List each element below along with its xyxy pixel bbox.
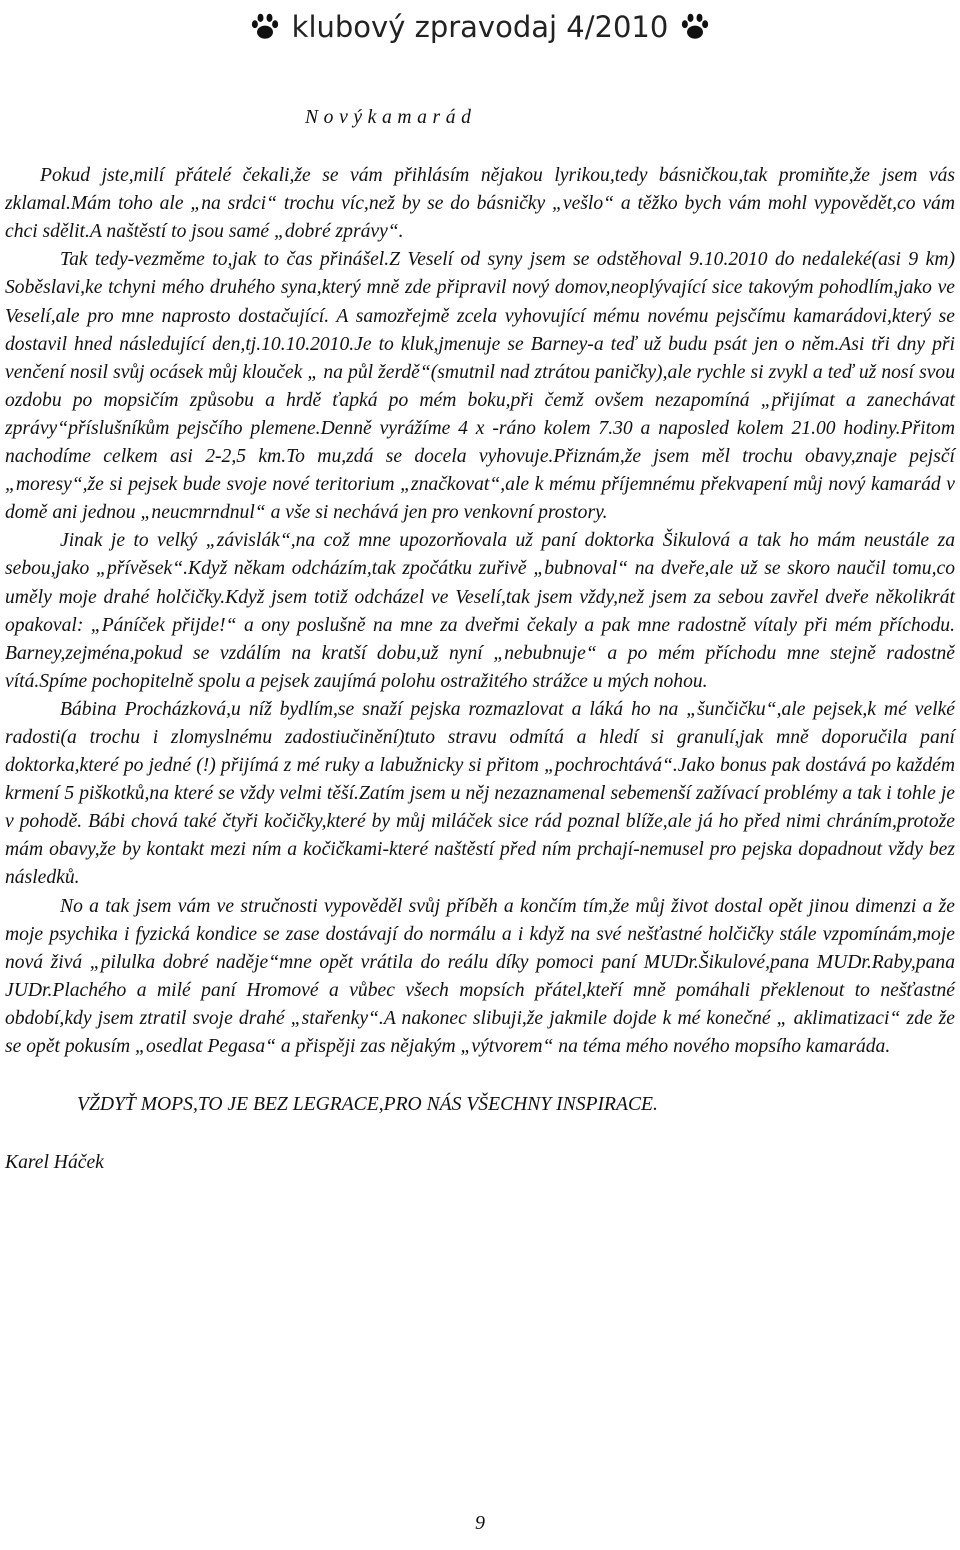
paragraph: No a tak jsem vám ve stručnosti vypověděl svůj příběh a končím tím,že můj život dostal opět jinou dimenzi a že moje psychika i fyzická kondice se zase dostávají do normálu a i když na své nešťastné holčičky stále vzpomínám,moje nová živá „pilulka dobré naděje“mne opět vrátila do reálu díky pomoci paní MUDr.Šikulové,pana MUDr.Raby,pana JUDr.Plachého a milé paní Hromové a vůbec všech mopsích přátel,kteří mně pomáhali překlenout to nešťastné období,kdy jsem ztratil svoje drahé „stařenky“.A nakonec slibuji,že jakmile dojde k mé konečné „ aklimatizaci“ zde že se opět pokusím „osedlat Pegasa“ a přispěji zas nějakým „výtvorem“ na téma mého nového mopsího kamaráda. [5, 895, 955, 1057]
paw-icon [680, 12, 710, 42]
paw-icon [250, 12, 280, 42]
newsletter-title: klubový zpravodaj 4/2010 [291, 10, 669, 44]
paragraph: Jinak je to velký „závislák“,na což mne upozorňovala už paní doktorka Šikulová a tak ho mám neustále za sebou,jako „přívěsek“.Když někam odcházím,tak zpočátku zuřivě „bubnoval“ na dveře,ale už se skoro naučil tomu,co uměly moje drahé holčičky.Když jsem totiž odcházel ve Veselí,tak jsem vždy,než jsem za sebou zavřel dveře několikrát opakoval: „Páníček přijde!“ a ony poslušně na mne za dveřmi čekaly a pak mne radostně vítaly při mém příchodu. Barney,zejména,pokud se vzdálím na kratší dobu,už nyní „nebubnuje“ a po mém příchodu mne stejně radostně vítá.Spíme pochopitelně spolu a pejsek zaujímá polohu ostražitého strážce u mých nohou. [5, 530, 955, 692]
paragraph: Pokud jste,milí přátelé čekali,že se vám přihlásím nějakou lyrikou,tedy básničkou,tak promiňte,že jsem vás zklamal.Mám toho ale „na srdci“ trochu víc,než by se do básničky „vešlo“ a těžko bych vám mohl vypovědět,co vám chci sdělit.A naštěstí to jsou samé „dobré zprávy“. [5, 165, 955, 243]
signature: Karel Háček [5, 1152, 104, 1174]
paragraph: Bábina Procházková,u níž bydlím,se snaží pejska rozmazlovat a láká ho na „šunčičku“,ale pejsek,k mé velké radosti(a trochu i zlomyslnému zadostiučinění)tuto stravu odmítá a hledí si granulí,jak mně doporučila paní doktorka,které po jedné (!) přijímá z mé ruky a labužnicky si přitom „pochrochtává“.Jako bonus pak dostává po každém krmení 5 piškotků,na které se vždy velmi těší.Zatím jsem u něj nezaznamenal sebemenší zažívací problémy a tak i tohle je v pohodě. Bábi chová také čtyři kočičky,které by můj miláček sice rád poznal blíže,ale já ho před nimi chráním,protože mám obavy,že by kontakt mezi ním a kočičkami-které naštěstí před ním prchají-nemusel pro pejska dopadnout vždy bez následků. [5, 698, 955, 889]
paragraph: Tak tedy-vezměme to,jak to čas přinášel.Z Veselí od syny jsem se odstěhoval 9.10.2010 do nedaleké(asi 9 km) Soběslavi,ke tchyni mého druhého syna,který mně zde připravil nový domov,neoplývající sice takovým pohodlím,jako ve Veselí,ale pro mne naprosto dostačující. A samozřejmě zcela vyhovující mému novému pejsčímu kamarádovi,který se dostavil hned následující den,tj.10.10.2010.Je to kluk,jmenuje se Barney-a teď už budu psát jen o něm.Asi tři dny při venčení nosil svůj ocásek můj klouček „ na půl žerdě“(smutnil nad ztrátou paničky),ale rychle si zvykl a teď už nosí svou ozdobu po mopsičím způsobu a hrdě ťapká po mém boku,při čemž ovšem nezapomíná „přijímat a zanechávat zprávy“příslušníkům pejsčího plemene.Denně vyrážíme 4 x -ráno kolem 7.30 a naposled kolem 21.00 hodiny.Přitom nachodíme celkem asi 2-2,5 km.To mu,zdá se docela vyhovuje.Přiznám,že jsem měl trochu obavy,znaje pejsčí „moresy“,že si pejsek bude svoje nové teritorium „značkovat“,ale k mému příjemnému překvapení můj nový kamarád v domě ani jednou „neucmrndnul“ a vše si nechává jen pro venkovní prostory. [5, 249, 955, 524]
motto: VŽDYŤ MOPS,TO JE BEZ LEGRACE,PRO NÁS VŠECHNY INSPIRACE. [77, 1094, 658, 1116]
newsletter-header [0, 4, 960, 50]
article [5, 104, 955, 1177]
article-title: N o v ý k a m a r á d [305, 107, 472, 128]
page-number: 9 [475, 1512, 485, 1534]
